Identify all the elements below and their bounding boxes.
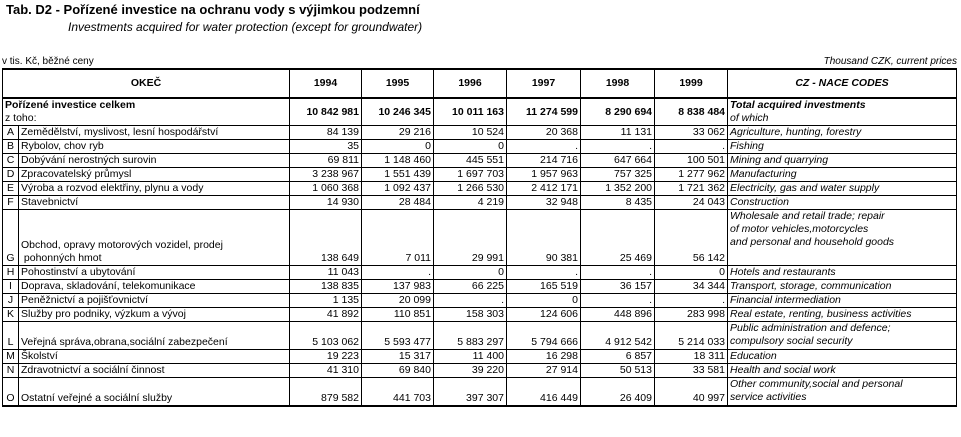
value-cell: 4 912 542 [581, 322, 655, 350]
value-cell: 41 310 [290, 364, 362, 378]
value-cell: 5 593 477 [362, 322, 434, 350]
value-cell: 165 519 [507, 280, 581, 294]
value-cell: 28 484 [362, 196, 434, 210]
sector-name-cz: Výroba a rozvod elektřiny, plynu a vody [19, 182, 290, 196]
header-year: 1998 [581, 69, 655, 98]
value-cell: 5 103 062 [290, 322, 362, 350]
value-cell: 214 716 [507, 154, 581, 168]
sector-name-cz: Školství [19, 350, 290, 364]
value-cell: 15 317 [362, 350, 434, 364]
of-which-label: z toho: [3, 112, 290, 126]
value-cell: 448 896 [581, 308, 655, 322]
value-cell: 0 [362, 140, 434, 154]
table-row [3, 378, 957, 406]
value-cell: 0 [434, 140, 507, 154]
okec-code: O [3, 378, 19, 406]
value-cell: 397 307 [434, 378, 507, 406]
value-cell: 29 991 [434, 210, 507, 266]
table-row [3, 140, 957, 154]
value-cell: . [362, 266, 434, 280]
value-cell: 84 139 [290, 126, 362, 140]
value-cell: 1 266 530 [434, 182, 507, 196]
sector-name-en: Real estate, renting, business activities [728, 308, 957, 322]
value-cell: 5 214 033 [655, 322, 728, 350]
sector-name-en: Other community,social and personal service activities [728, 378, 957, 406]
header-year: 1999 [655, 69, 728, 98]
value-cell: 1 721 362 [655, 182, 728, 196]
value-cell: 1 277 962 [655, 168, 728, 182]
total-label-en: Total acquired investments [728, 98, 957, 112]
sector-name-cz: Veřejná správa,obrana,sociální zabezpečení [19, 322, 290, 350]
value-cell: 7 011 [362, 210, 434, 266]
table-row [3, 350, 957, 364]
value-cell: 39 220 [434, 364, 507, 378]
okec-code: G [3, 210, 19, 266]
value-cell: 11 400 [434, 350, 507, 364]
value-cell: 0 [655, 266, 728, 280]
table-row [3, 364, 957, 378]
value-cell: 69 811 [290, 154, 362, 168]
value-cell: 6 857 [581, 350, 655, 364]
sector-name-en: Financial intermediation [728, 294, 957, 308]
sector-name-en: Mining and quarrying [728, 154, 957, 168]
value-cell: 69 840 [362, 364, 434, 378]
value-cell: 441 703 [362, 378, 434, 406]
value-cell: 29 216 [362, 126, 434, 140]
value-cell: 138 835 [290, 280, 362, 294]
table-row [3, 182, 957, 196]
value-cell: 110 851 [362, 308, 434, 322]
sector-name-cz: Dobývání nerostných surovin [19, 154, 290, 168]
value-cell: . [581, 140, 655, 154]
value-cell: 35 [290, 140, 362, 154]
sector-name-en: Hotels and restaurants [728, 266, 957, 280]
value-cell: 18 311 [655, 350, 728, 364]
value-cell: 283 998 [655, 308, 728, 322]
header-year: 1995 [362, 69, 434, 98]
value-cell: 26 409 [581, 378, 655, 406]
okec-code: J [3, 294, 19, 308]
header-nace: CZ - NACE CODES [728, 69, 957, 98]
value-cell: 445 551 [434, 154, 507, 168]
table-title: Tab. D2 - Pořízené investice na ochranu vody s výjimkou podzemní [6, 2, 420, 17]
total-label: Pořízené investice celkem [3, 98, 290, 112]
table-row [3, 294, 957, 308]
header-year: 1994 [290, 69, 362, 98]
value-cell: 1 092 437 [362, 182, 434, 196]
sector-name-cz: Obchod, opravy motorových vozidel, prodej pohonných hmot [19, 210, 290, 266]
value-cell: 1 148 460 [362, 154, 434, 168]
value-cell: . [655, 140, 728, 154]
value-cell: . [581, 294, 655, 308]
value-cell: 33 581 [655, 364, 728, 378]
total-value: 11 274 599 [507, 98, 581, 126]
header-okec: OKEČ [3, 69, 290, 98]
value-cell: 137 983 [362, 280, 434, 294]
table-row [3, 210, 957, 266]
header-year: 1997 [507, 69, 581, 98]
sector-name-en: Public administration and defence; compulsory social security [728, 322, 957, 350]
value-cell: . [655, 294, 728, 308]
sector-name-cz: Stavebnictví [19, 196, 290, 210]
value-cell: 36 157 [581, 280, 655, 294]
value-cell: 50 513 [581, 364, 655, 378]
value-cell: 27 914 [507, 364, 581, 378]
sector-name-cz: Pohostinství a ubytování [19, 266, 290, 280]
value-cell: 8 435 [581, 196, 655, 210]
total-row [3, 98, 957, 112]
sector-name-cz: Doprava, skladování, telekomunikace [19, 280, 290, 294]
value-cell: 56 142 [655, 210, 728, 266]
table-row [3, 196, 957, 210]
sector-name-cz: Zpracovatelský průmysl [19, 168, 290, 182]
sector-name-cz: Rybolov, chov ryb [19, 140, 290, 154]
value-cell: 5 883 297 [434, 322, 507, 350]
table-row [3, 126, 957, 140]
value-cell: 11 131 [581, 126, 655, 140]
value-cell: 33 062 [655, 126, 728, 140]
value-cell: 1 352 200 [581, 182, 655, 196]
header-row [3, 69, 957, 98]
investment-table [2, 68, 957, 407]
value-cell: 24 043 [655, 196, 728, 210]
value-cell: 124 606 [507, 308, 581, 322]
value-cell: 1 551 439 [362, 168, 434, 182]
okec-code: B [3, 140, 19, 154]
value-cell: 19 223 [290, 350, 362, 364]
total-value: 10 842 981 [290, 98, 362, 126]
value-cell: . [507, 266, 581, 280]
value-cell: 11 043 [290, 266, 362, 280]
table-row [3, 280, 957, 294]
sector-name-cz: Služby pro podniky, výzkum a vývoj [19, 308, 290, 322]
okec-code: N [3, 364, 19, 378]
value-cell: 41 892 [290, 308, 362, 322]
sector-name-en: Health and social work [728, 364, 957, 378]
value-cell: 4 219 [434, 196, 507, 210]
okec-code: I [3, 280, 19, 294]
value-cell: 1 697 703 [434, 168, 507, 182]
okec-code: H [3, 266, 19, 280]
value-cell: 14 930 [290, 196, 362, 210]
sector-name-cz: Ostatní veřejné a sociální služby [19, 378, 290, 406]
total-value: 8 290 694 [581, 98, 655, 126]
okec-code: M [3, 350, 19, 364]
value-cell: 416 449 [507, 378, 581, 406]
value-cell: 20 099 [362, 294, 434, 308]
value-cell: 1 957 963 [507, 168, 581, 182]
total-value: 8 838 484 [655, 98, 728, 126]
okec-code: D [3, 168, 19, 182]
value-cell: 138 649 [290, 210, 362, 266]
value-cell: 25 469 [581, 210, 655, 266]
value-cell: 158 303 [434, 308, 507, 322]
value-cell: 32 948 [507, 196, 581, 210]
total-value: 10 011 163 [434, 98, 507, 126]
table-subtitle: Investments acquired for water protection (except for groundwater) [68, 20, 423, 34]
value-cell: 0 [434, 266, 507, 280]
unit-note-en: Thousand CZK, current prices [823, 56, 957, 67]
value-cell: 100 501 [655, 154, 728, 168]
sector-name-en: Electricity, gas and water supply [728, 182, 957, 196]
of-which-label-en: of which [728, 112, 957, 126]
sector-name-en: Construction [728, 196, 957, 210]
unit-note-cz: v tis. Kč, běžné ceny [2, 56, 94, 67]
okec-code: A [3, 126, 19, 140]
sector-name-en: Education [728, 350, 957, 364]
value-cell: . [434, 294, 507, 308]
sector-name-en: Transport, storage, communication [728, 280, 957, 294]
value-cell: 16 298 [507, 350, 581, 364]
value-cell: 757 325 [581, 168, 655, 182]
table-row [3, 308, 957, 322]
header-year: 1996 [434, 69, 507, 98]
okec-code: C [3, 154, 19, 168]
value-cell: 40 997 [655, 378, 728, 406]
value-cell: 90 381 [507, 210, 581, 266]
value-cell: 647 664 [581, 154, 655, 168]
value-cell: . [507, 140, 581, 154]
table-row [3, 154, 957, 168]
value-cell: 5 794 666 [507, 322, 581, 350]
value-cell: 1 135 [290, 294, 362, 308]
okec-code: K [3, 308, 19, 322]
sector-name-en: Wholesale and retail trade; repair of motor vehicles,motorcycles and personal and household goods [728, 210, 957, 266]
sector-name-cz: Zemědělství, myslivost, lesní hospodářství [19, 126, 290, 140]
table-row [3, 168, 957, 182]
value-cell: 2 412 171 [507, 182, 581, 196]
value-cell: . [581, 266, 655, 280]
table-row [3, 266, 957, 280]
sector-name-en: Fishing [728, 140, 957, 154]
value-cell: 34 344 [655, 280, 728, 294]
value-cell: 1 060 368 [290, 182, 362, 196]
table-row [3, 322, 957, 350]
sector-name-cz: Peněžnictví a pojišťovnictví [19, 294, 290, 308]
value-cell: 20 368 [507, 126, 581, 140]
value-cell: 10 524 [434, 126, 507, 140]
sector-name-en: Agriculture, hunting, forestry [728, 126, 957, 140]
value-cell: 66 225 [434, 280, 507, 294]
sector-name-en: Manufacturing [728, 168, 957, 182]
value-cell: 879 582 [290, 378, 362, 406]
sector-name-cz: Zdravotnictví a sociální činnost [19, 364, 290, 378]
total-value: 10 246 345 [362, 98, 434, 126]
okec-code: F [3, 196, 19, 210]
okec-code: L [3, 322, 19, 350]
value-cell: 3 238 967 [290, 168, 362, 182]
okec-code: E [3, 182, 19, 196]
value-cell: 0 [507, 294, 581, 308]
